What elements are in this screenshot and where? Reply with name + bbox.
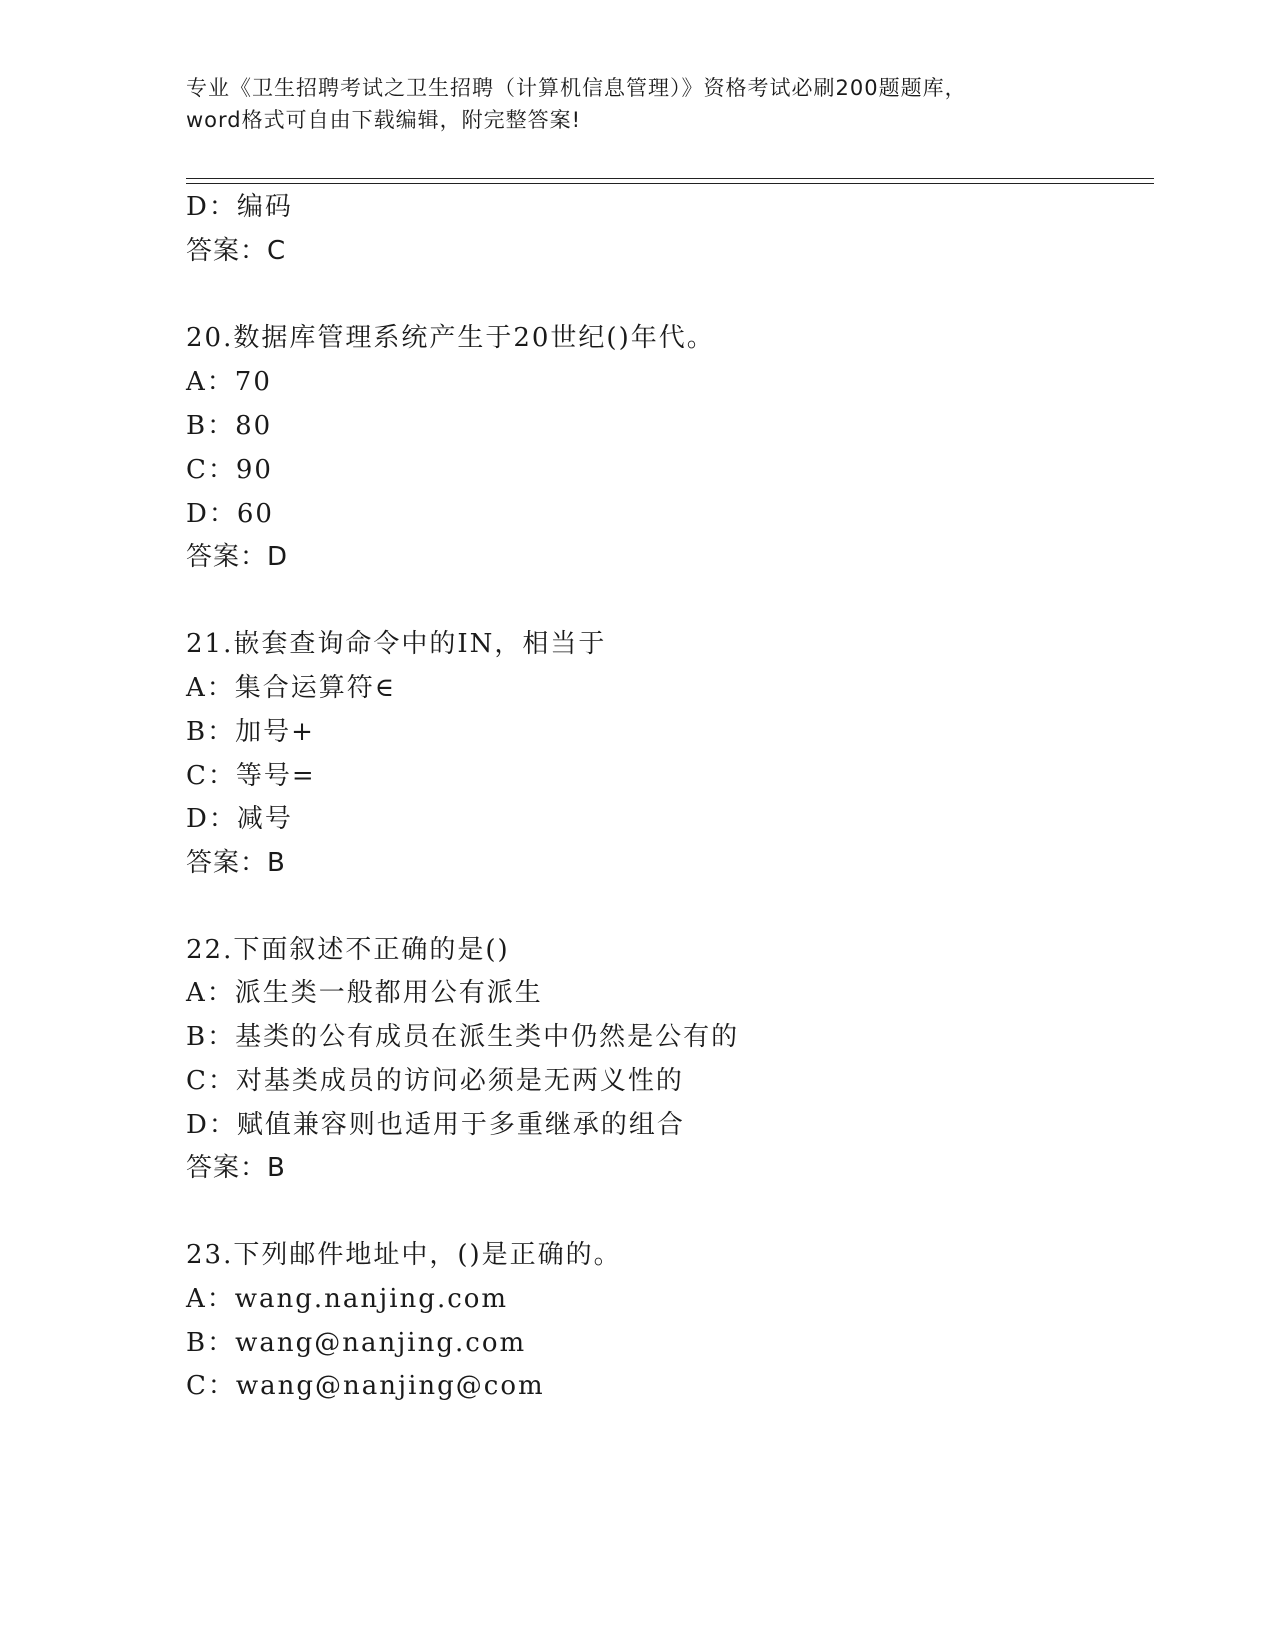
question-20-option-b: B：80 — [186, 411, 273, 441]
header-line-1: 专业《卫生招聘考试之卫生招聘（计算机信息管理）》资格考试必刷200题题库， — [186, 76, 967, 100]
question-23-option-a: A：wang.nanjing.com — [186, 1284, 509, 1314]
question-21-option-d: D：减号 — [186, 804, 293, 834]
question-22-answer: 答案：B — [186, 1153, 286, 1183]
header-divider-bottom — [186, 183, 1154, 184]
question-22-option-b: B：基类的公有成员在派生类中仍然是公有的 — [186, 1022, 740, 1052]
prev-option-d: D：编码 — [186, 192, 293, 222]
question-20-option-d: D：60 — [186, 499, 274, 529]
question-23-option-c: C：wang@nanjing@com — [186, 1371, 545, 1401]
question-22-option-d: D：赋值兼容则也适用于多重继承的组合 — [186, 1110, 685, 1140]
question-20-option-a: A：70 — [186, 367, 272, 397]
header-divider-top — [186, 178, 1154, 179]
question-20-stem: 20.数据库管理系统产生于20世纪()年代。 — [186, 323, 715, 353]
header-line-2: word格式可自由下载编辑，附完整答案! — [186, 108, 582, 132]
question-22-option-c: C：对基类成员的访问必须是无两义性的 — [186, 1066, 684, 1096]
question-22-stem: 22.下面叙述不正确的是() — [186, 935, 510, 965]
question-21-option-c: C：等号= — [186, 761, 316, 791]
question-23-option-b: B：wang@nanjing.com — [186, 1328, 527, 1358]
question-21-answer: 答案：B — [186, 848, 286, 878]
question-20-option-c: C：90 — [186, 455, 273, 485]
question-21-stem: 21.嵌套查询命令中的IN，相当于 — [186, 629, 607, 659]
question-21-option-b: B：加号+ — [186, 717, 315, 747]
question-20-answer: 答案：D — [186, 542, 289, 572]
document-header — [186, 72, 1086, 136]
question-21-option-a: A：集合运算符∈ — [186, 673, 397, 703]
question-22-option-a: A：派生类一般都用公有派生 — [186, 978, 543, 1008]
question-23-stem: 23.下列邮件地址中，()是正确的。 — [186, 1240, 622, 1270]
prev-answer: 答案：C — [186, 236, 287, 266]
